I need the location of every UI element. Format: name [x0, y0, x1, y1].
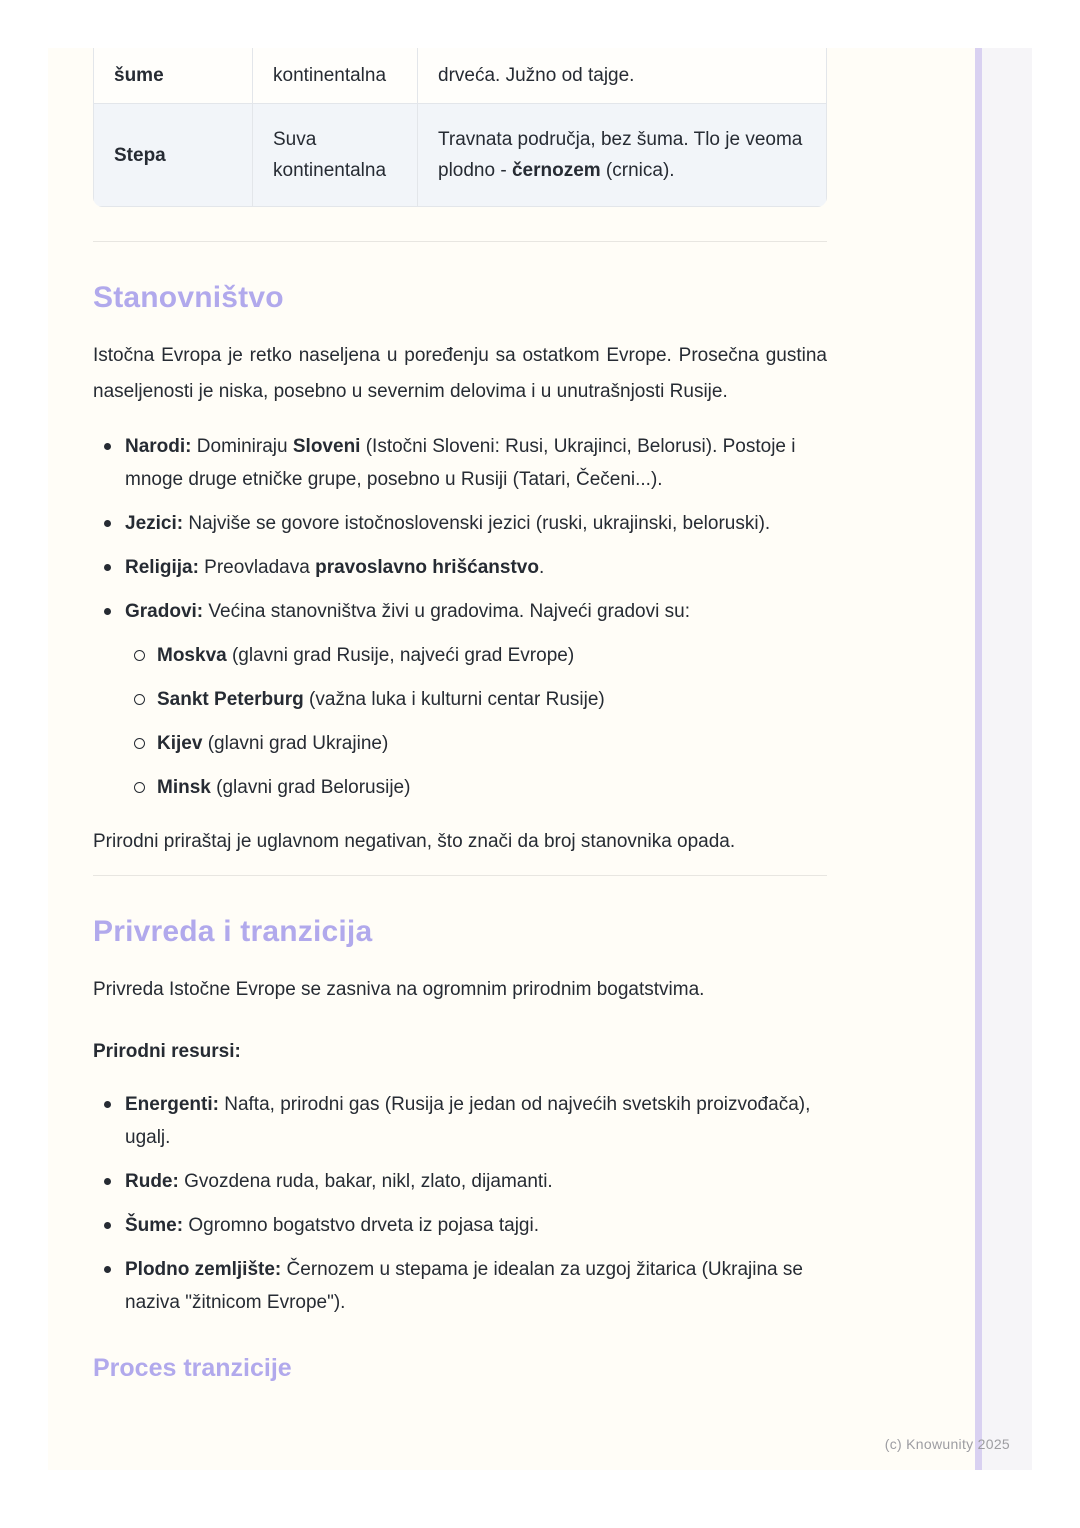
- population-intro-paragraph: Istočna Evropa je retko naseljena u poređenju sa ostatkom Evrope. Prosečna gustina naseljenosti je niska, posebno u severnim delovima i u unutrašnjosti Rusije.: [93, 345, 827, 402]
- climate-type: Suva kontinentalna: [273, 129, 387, 181]
- zone-name: Stepa: [114, 144, 166, 166]
- section-divider: [93, 875, 827, 876]
- zone-description: Travnata područja, bez šuma. Tlo je veoma plodno - černozem (crnica).: [438, 129, 803, 181]
- subsection-heading-transition: Proces tranzicije: [93, 1354, 292, 1382]
- list-item-jezici: Jezici: Najviše se govore istočnoslovenski jezici (ruski, ukrajinski, beloruski).: [93, 507, 827, 540]
- list-item-energenti: Energenti: Nafta, prirodni gas (Rusija je jedan od najvećih svetskih proizvođača), ugalj.: [93, 1088, 827, 1154]
- table-row: [93, 104, 827, 207]
- page-side-strip: [982, 48, 1032, 1470]
- climate-type: kontinentalna: [273, 65, 387, 86]
- population-bullet-list: [93, 430, 827, 804]
- section-divider: [93, 241, 827, 242]
- section-heading-population: Stanovništvo: [93, 281, 284, 314]
- cities-sub-list: [125, 639, 827, 804]
- resources-bullet-list: [93, 1088, 827, 1319]
- climate-zones-table: [93, 48, 827, 207]
- table-cell-zone: [93, 48, 253, 104]
- zone-name: šume: [114, 65, 164, 86]
- list-item-religija: Religija: Preovladava pravoslavno hrišćanstvo.: [93, 551, 827, 584]
- table-row: [93, 48, 827, 104]
- list-item-minsk: Minsk (glavni grad Belorusije): [125, 771, 827, 804]
- economy-intro-paragraph: Privreda Istočne Evrope se zasniva na ogromnim prirodnim bogatstvima.: [93, 979, 705, 1000]
- table-cell-climate: [253, 48, 418, 104]
- section-heading-economy: Privreda i tranzicija: [93, 915, 373, 948]
- list-item-sume: Šume: Ogromno bogatstvo drveta iz pojasa tajgi.: [93, 1209, 827, 1242]
- list-item-rude: Rude: Gvozdena ruda, bakar, nikl, zlato, dijamanti.: [93, 1165, 827, 1198]
- knowunity-watermark: (c) Knowunity 2025: [884, 1436, 1010, 1452]
- list-item-sankt-peterburg: Sankt Peterburg (važna luka i kulturni centar Rusije): [125, 683, 827, 716]
- list-item-moskva: Moskva (glavni grad Rusije, najveći grad Evrope): [125, 639, 827, 672]
- table-cell-description: [418, 48, 827, 104]
- table-cell-description: [418, 104, 827, 207]
- list-item-gradovi: [93, 595, 827, 804]
- natural-resources-label: Prirodni resursi:: [93, 1041, 241, 1062]
- zone-description: drveća. Južno od tajge.: [438, 65, 635, 86]
- list-item-plodno-zemljiste: Plodno zemljište: Černozem u stepama je idealan za uzgoj žitarica (Ukrajina se naziva "žitnicom Evrope").: [93, 1253, 827, 1319]
- gradovi-text: Gradovi: Većina stanovništva živi u gradovima. Najveći gradovi su:: [125, 601, 690, 622]
- table-cell-climate: [253, 104, 418, 207]
- list-item-narodi: Narodi: Dominiraju Sloveni (Istočni Sloveni: Rusi, Ukrajinci, Belorusi). Postoje i mnoge druge etničke grupe, posebno u Rusiji (Tatari, Čečeni...).: [93, 430, 827, 496]
- table-cell-zone: [93, 104, 253, 207]
- page-edge-bar: [975, 48, 982, 1470]
- population-outro-paragraph: Prirodni priraštaj je uglavnom negativan, što znači da broj stanovnika opada.: [93, 831, 736, 852]
- document-page: [48, 48, 975, 1470]
- page-content: [48, 48, 975, 1383]
- list-item-kijev: Kijev (glavni grad Ukrajine): [125, 727, 827, 760]
